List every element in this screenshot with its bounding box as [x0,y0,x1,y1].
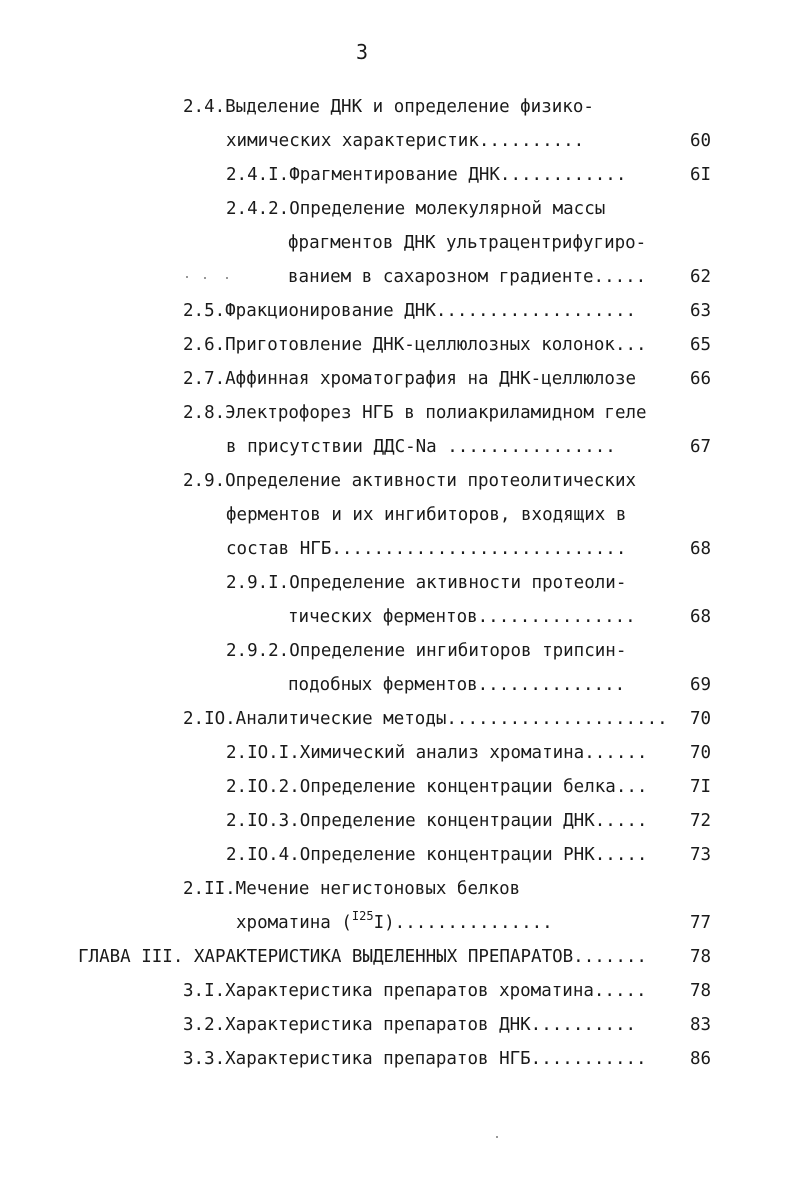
toc-entry-text: 2.5.Фракционирование ДНК................... [183,301,637,321]
toc-entry-page: 6I [690,165,712,185]
toc-entry-text [236,909,553,935]
toc-entry-text: фрагментов ДНК ультрацентрифугиро- [288,233,647,253]
toc-entry-page: 62 [690,267,712,287]
scan-speck [204,277,206,279]
page-number: 3 [356,40,369,64]
toc-entry-page: 78 [690,947,712,967]
isotope-superscript: I25 [351,909,374,923]
toc-entry-page: 73 [690,845,712,865]
toc-entry-page: 83 [690,1015,712,1035]
toc-entry-text: 2.4.Выделение ДНК и определение физико- [183,97,594,117]
toc-entry-text: 3.I.Характеристика препаратов хроматина..... [183,981,647,1001]
toc-entry-page: 78 [690,981,712,1001]
chapter-heading: ГЛАВА III. ХАРАКТЕРИСТИКА ВЫДЕЛЕННЫХ ПРЕПАРАТОВ....... [78,947,647,967]
toc-entry-text: химических характеристик.......... [226,131,585,151]
toc-entry-page: 70 [690,709,712,729]
toc-entry-text: 2.IO.Аналитические методы..................... [183,709,668,729]
scan-speck [186,276,188,278]
toc-entry-text: 2.IO.3.Определение концентрации ДНК..... [226,811,648,831]
toc-entry-text: 2.4.2.Определение молекулярной массы [226,199,606,219]
toc-entry-text-pre: хроматина ( [236,913,352,933]
toc-entry-text: 2.4.I.Фрагментирование ДНК............ [226,165,627,185]
toc-entry-page: 66 [690,369,712,389]
toc-entry-text: 3.2.Характеристика препаратов ДНК.......... [183,1015,637,1035]
toc-entry-page: 70 [690,743,712,763]
toc-entry-text: 2.7.Аффинная хроматография на ДНК-целлюлозе [183,369,637,389]
toc-entry-text: 2.IO.I.Химический анализ хроматина...... [226,743,648,763]
scan-speck [226,277,228,279]
toc-entry-text: 2.II.Мечение негистоновых белков [183,879,521,899]
toc-entry-page: 63 [690,301,712,321]
toc-entry-text: в присутствии ДДС-Na ................ [226,437,616,457]
scan-speck [496,1136,498,1138]
toc-entry-page: 65 [690,335,712,355]
toc-entry-text: 2.IO.2.Определение концентрации белка... [226,777,648,797]
toc-entry-page: 60 [690,131,712,151]
toc-entry-text-post: I)............... [373,913,553,933]
toc-entry-page: 68 [690,539,712,559]
toc-entry-text: тических ферментов............... [288,607,636,627]
toc-entry-text: 3.3.Характеристика препаратов НГБ........... [183,1049,647,1069]
toc-entry-page: 77 [690,913,712,933]
toc-entry-text: ванием в сахарозном градиенте..... [288,267,647,287]
toc-entry-text: 2.9.Определение активности протеолитических [183,471,637,491]
toc-entry-text: 2.8.Электрофорез НГБ в полиакриламидном геле [183,403,647,423]
toc-entry-page: 69 [690,675,712,695]
toc-entry-page: 68 [690,607,712,627]
toc-entry-text: подобных ферментов.............. [288,675,626,695]
toc-entry-page: 7I [690,777,712,797]
toc-entry-text: 2.6.Приготовление ДНК-целлюлозных колонок... [183,335,647,355]
toc-entry-text: 2.9.2.Определение ингибиторов трипсин- [226,641,627,661]
toc-entry-page: 67 [690,437,712,457]
toc-entry-text: 2.9.I.Определение активности протеоли- [226,573,627,593]
toc-entry-page: 86 [690,1049,712,1069]
toc-entry-text: ферментов и их ингибиторов, входящих в [226,505,627,525]
toc-entry-page: 72 [690,811,712,831]
toc-entry-text: состав НГБ............................ [226,539,627,559]
toc-entry-text: 2.IO.4.Определение концентрации РНК..... [226,845,648,865]
